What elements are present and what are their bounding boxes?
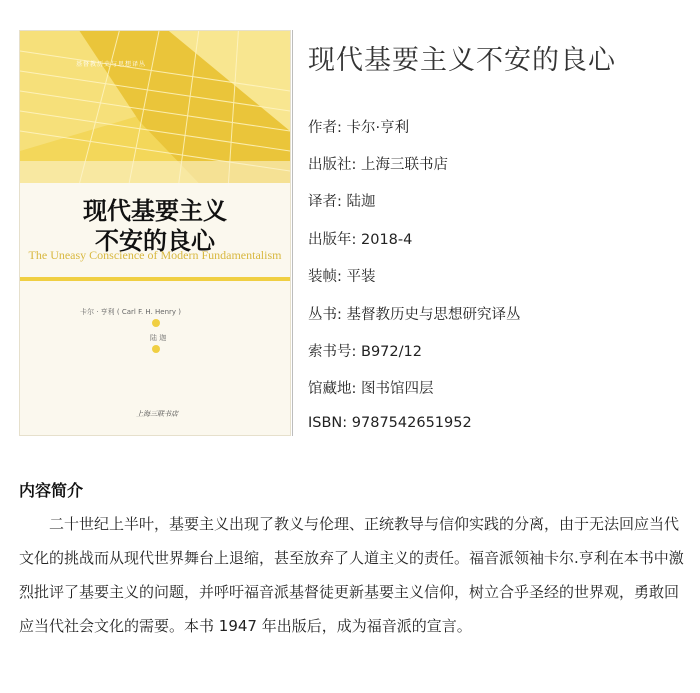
cover-dot-2 (152, 345, 160, 353)
meta-value: 陆迦 (346, 194, 376, 210)
meta-value: 图书馆四层 (361, 381, 434, 397)
meta-value: B972/12 (361, 344, 422, 360)
meta-label: 出版社: (308, 157, 357, 173)
meta-label: ISBN: (308, 415, 348, 431)
meta-value: 2018-4 (361, 232, 413, 248)
meta-value: 上海三联书店 (361, 157, 448, 173)
vertical-divider (292, 30, 293, 436)
cover-series-label: 基督教历史与思想译丛 (76, 61, 147, 68)
book-cover-image (19, 30, 291, 436)
meta-publisher (308, 153, 448, 174)
meta-isbn (308, 415, 472, 431)
cover-translator: 陆 迦 (150, 334, 167, 342)
meta-value: 平装 (346, 269, 376, 285)
cover-title-english: The Uneasy Conscience of Modern Fundamentalism (28, 248, 282, 262)
meta-value: 9787542651952 (351, 415, 472, 431)
book-title: 现代基要主义不安的良心 (308, 45, 616, 76)
cover-building-art (20, 31, 290, 183)
meta-label: 作者: (308, 120, 342, 136)
meta-binding (308, 265, 376, 286)
meta-value: 基督教历史与思想研究译丛 (346, 307, 521, 323)
meta-author (308, 116, 409, 137)
meta-call-number (308, 340, 422, 361)
meta-series (308, 303, 521, 324)
meta-label: 丛书: (308, 307, 342, 323)
meta-label: 出版年: (308, 232, 357, 248)
cover-author: 卡尔 · 亨利 ( Carl F. H. Henry ) (80, 308, 182, 316)
meta-label: 译者: (308, 194, 342, 210)
meta-label: 索书号: (308, 344, 357, 360)
meta-location (308, 377, 434, 398)
cover-publisher: 上海三联书店 (136, 410, 178, 418)
meta-value: 卡尔·亨利 (346, 120, 410, 136)
meta-label: 馆藏地: (308, 381, 357, 397)
meta-year (308, 228, 412, 249)
meta-label: 装帧: (308, 269, 342, 285)
section-heading: 内容简介 (19, 481, 84, 500)
cover-title-line1: 现代基要主义 (83, 196, 227, 225)
meta-translator (308, 190, 376, 211)
cover-title-line2: 不安的良心 (95, 226, 215, 255)
cover-accent-bar (20, 277, 290, 281)
cover-dot-1 (152, 319, 160, 327)
description-text: 二十世纪上半叶，基要主义出现了教义与伦理、正统教导与信仰实践的分离，由于无法回应当代文化的挑战而从现代世界舞台上退缩，甚至放弃了人道主义的责任。福音派领袖卡尔.亨利在本书中激烈批评了基要主义的问题，并呼吁福音派基督徒更新基要主义信仰，树立合乎圣经的世界观，勇敢回应当代社会文化的需要。本书 1947 年出版后，成为福音派的宣言。 (19, 515, 684, 635)
